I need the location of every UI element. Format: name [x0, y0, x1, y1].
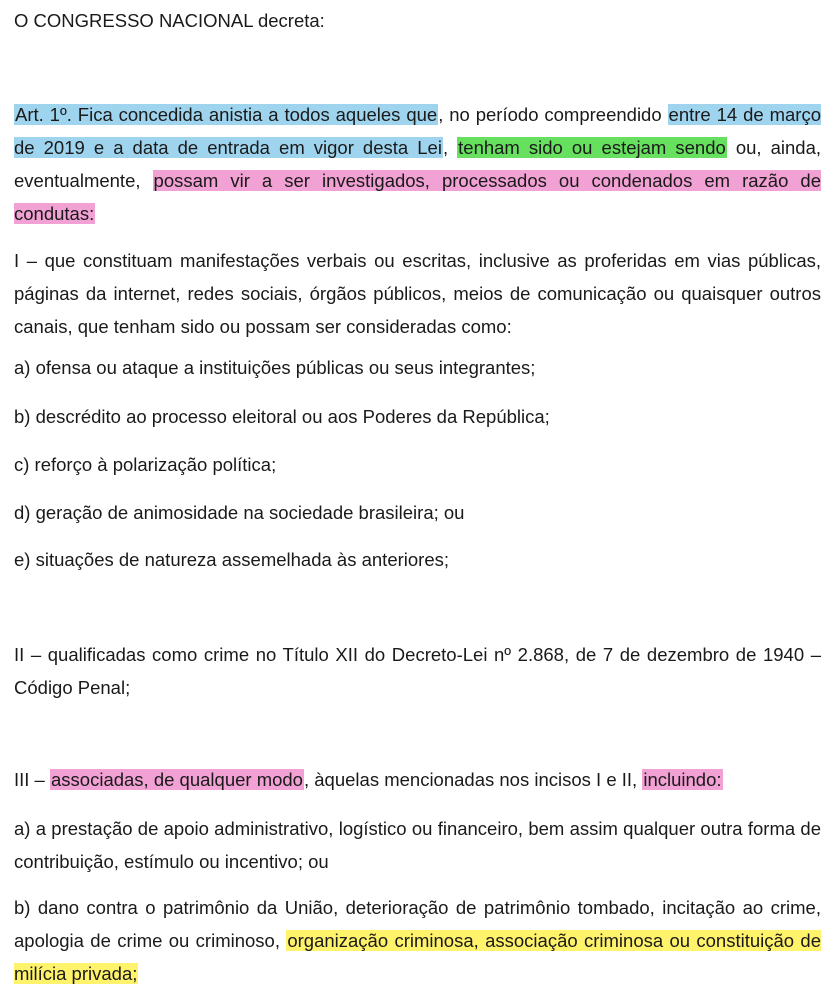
highlight-blue: Art. 1º. Fica concedida anistia a todos aqueles que	[15, 104, 438, 125]
alinea-c: c) reforço à polarização política;	[14, 454, 277, 475]
highlight-yellow: organização criminosa, associação criminosa ou constituição de milícia privada;	[14, 930, 822, 984]
inciso-3-alinea-a: a) a prestação de apoio administrativo, logístico ou financeiro, bem assim qualquer outra forma de contribuição, estímulo ou incentivo; ou	[14, 818, 821, 872]
highlight-pink: incluindo:	[643, 769, 722, 790]
article-1-text: ou, ainda, eventualmente,	[14, 137, 821, 191]
inciso-3-text: , àquelas mencionadas nos incisos I e II,	[303, 769, 643, 790]
inciso-3	[14, 763, 821, 796]
highlight-pink: associadas, de qualquer modo	[51, 769, 303, 790]
inciso-2: II – qualificadas como crime no Título XII do Decreto-Lei nº 2.868, de 7 de dezembro de 1940 – Código Penal;	[14, 644, 821, 698]
inciso-3-alinea-b	[14, 891, 821, 990]
inciso-3-alinea-b-text: b) dano contra o patrimônio da União, deterioração de patrimônio tombado, incitação ao crime, apologia de crime ou criminoso,	[14, 897, 821, 951]
alinea-d: d) geração de animosidade na sociedade brasileira; ou	[14, 502, 465, 523]
alinea-a: a) ofensa ou ataque a instituições públicas ou seus integrantes;	[14, 357, 536, 378]
article-1-text: ,	[442, 137, 458, 158]
highlight-pink: possam vir a ser investigados, processados ou condenados em razão de condutas:	[14, 170, 821, 224]
alinea-b: b) descrédito ao processo eleitoral ou aos Poderes da República;	[14, 406, 550, 427]
inciso-1: I – que constituam manifestações verbais ou escritas, inclusive as proferidas em vias públicas, páginas da internet, redes sociais, órgãos públicos, meios de comunicação ou quaisquer outros canais, que tenham sido ou possam ser consideradas como:	[14, 250, 821, 337]
inciso-3-text: III –	[14, 769, 50, 790]
highlight-green: tenham sido ou estejam sendo	[458, 137, 726, 158]
article-1-text: , no período compreendido	[438, 104, 668, 125]
highlight-blue: entre 14 de março de 2019 e a data de entrada em vigor desta Lei	[14, 104, 821, 158]
decree-header: O CONGRESSO NACIONAL decreta:	[14, 10, 325, 31]
alinea-e: e) situações de natureza assemelhada às anteriores;	[14, 549, 450, 570]
article-1	[14, 98, 821, 230]
